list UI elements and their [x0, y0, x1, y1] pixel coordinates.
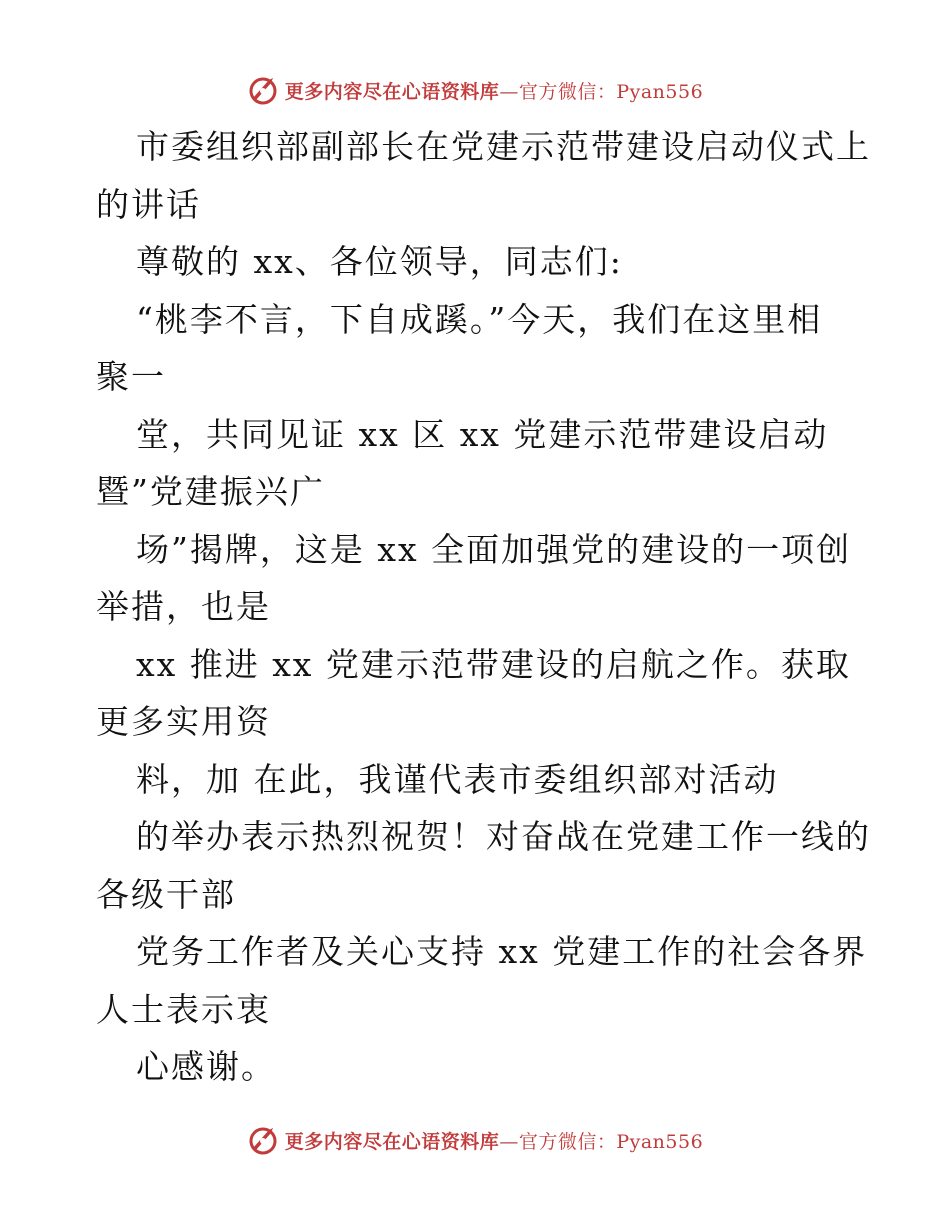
text-line: 心感谢。 [136, 1047, 276, 1086]
header-banner-text [285, 77, 703, 104]
text-line: 场”揭牌，这是 xx 全面加强党的建设的一项创 [136, 529, 852, 569]
banner-official-label: 官方微信： [518, 1130, 617, 1153]
header-banner [0, 70, 950, 110]
banner-main-text: 更多内容尽在心语资料库 [284, 80, 500, 103]
text-line: 的讲话 [96, 184, 201, 224]
banner-dash: — [499, 80, 519, 103]
text-line: 各级干部 [96, 874, 236, 914]
text-line: 尊敬的 xx、各位领导，同志们: [136, 242, 623, 281]
text-line: 堂，共同见证 xx 区 xx 党建示范带建设启动 [136, 414, 829, 454]
quill-circle-icon [247, 74, 279, 106]
text-line: 党务工作者及关心支持 xx 党建工作的社会各界 [136, 932, 868, 971]
text-line: xx 推进 xx 党建示范带建设的启航之作。获取 [136, 644, 851, 684]
text-line: 料，加 在此，我谨代表市委组织部对活动 [136, 759, 779, 799]
footer-banner [0, 1120, 950, 1160]
banner-wechat-id: Pyan556 [616, 80, 704, 103]
banner-wechat-id: Pyan556 [616, 1130, 704, 1153]
banner-main-text: 更多内容尽在心语资料库 [284, 1130, 500, 1153]
text-line: 市委组织部副部长在党建示范带建设启动仪式上 [136, 127, 871, 166]
banner-dash: — [499, 1130, 519, 1153]
text-line: “桃李不言，下自成蹊。”今天，我们在这里相 [136, 299, 823, 339]
text-line: 的举办表示热烈祝贺！对奋战在党建工作一线的 [136, 817, 871, 856]
text-line: 举措，也是 [96, 587, 271, 626]
text-line: 人士表示衷 [96, 989, 271, 1029]
banner-official-label: 官方微信： [518, 80, 617, 103]
footer-banner-text [285, 1127, 703, 1154]
text-line: 聚一 [96, 357, 166, 396]
quill-circle-icon [247, 1124, 279, 1156]
text-line: 更多实用资 [96, 702, 271, 741]
document-body [96, 118, 871, 1096]
text-line: 暨”党建振兴广 [96, 472, 325, 511]
